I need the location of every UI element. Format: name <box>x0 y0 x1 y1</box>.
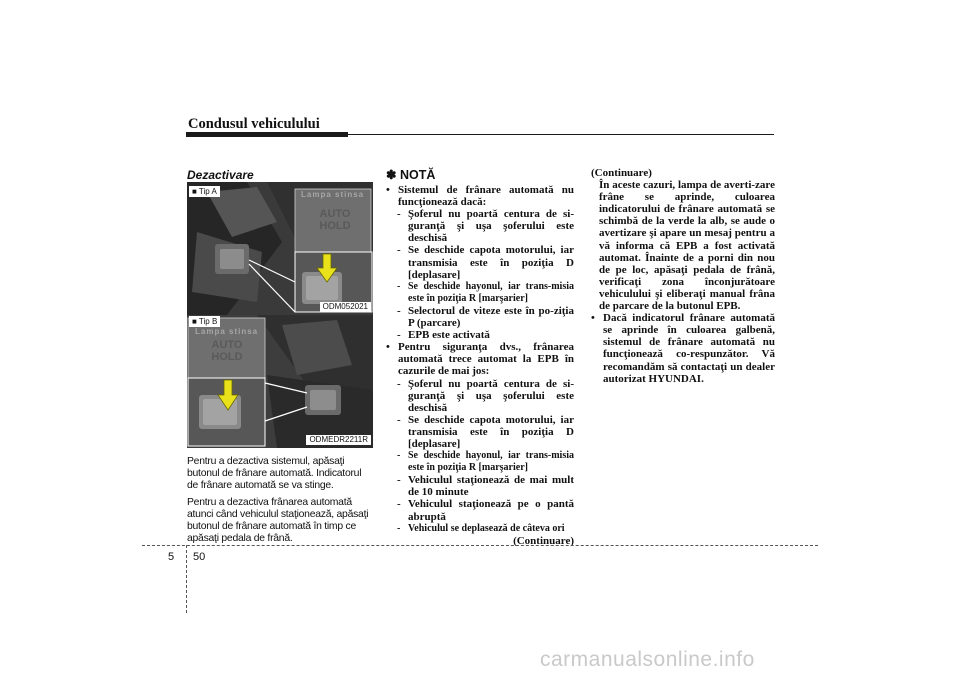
note-continued: (Continuare) <box>513 534 574 547</box>
right-continued-heading: (Continuare) <box>591 167 652 179</box>
photo-b-lamp-text-1: AUTO <box>211 339 243 351</box>
note-bullet-1: • Sistemul de frânare automată nu funcţionează dacă: <box>386 184 574 209</box>
photo-b-lamp-text-2: HOLD <box>211 351 243 363</box>
photo-b-lamp-caption: Lampa stinsa <box>195 327 259 336</box>
photo-tip-b <box>187 315 373 448</box>
right-bullet: • Dacă indicatorul frânare automată se aprinde în culoarea galbenă, sistemul de frânare automată nu funcţionează co-respunzător. Vă recomandăm să contactaţi un dealer autorizat HYUNDAI. <box>591 312 775 385</box>
note-list <box>386 184 574 547</box>
header-rule-thick <box>186 132 348 137</box>
photo-a-lamp-caption: Lampa stinsa <box>301 190 365 199</box>
photo-b-label: ■ Tip B <box>189 316 220 327</box>
console-photo-a <box>187 182 373 315</box>
note-bullet-1-item: - Şoferul nu poartă centura de si-guranţă şi uşa şoferului este deschisă <box>397 208 574 245</box>
right-paragraph: În aceste cazuri, lampa de averti-zare frâne se aprinde, culoarea indicatorului de frânare automată se schimbă de la verde la alb, se aude o avertizare şi apare un mesaj pentru a vă informa că EPB a fost activată automat. Înainte de a porni din nou de pe loc, apăsaţi pedala de frână, verificaţi zona înconjurătoare vehiculului şi eliberaţi manual frâna de parcare de la butonul EPB. <box>599 179 775 313</box>
note-bullet-2-item: - Se deschide hayonul, iar trans-misia este în poziţia R [marşarier] <box>397 450 574 474</box>
photo-a-lamp-text-1: AUTO <box>319 208 351 220</box>
note-bullet-1-item: - Se deschide hayonul, iar trans-misia este în poziţia R [marşarier] <box>397 280 574 304</box>
photo-a-code: ODM052021 <box>320 302 371 312</box>
note-bullet-2: • Pentru siguranţa dvs., frânarea automată trece automat la EPB în cazurile de mai jos: <box>386 341 574 378</box>
header-rule-thin <box>348 134 774 135</box>
photo-b-code: ODMEDR2211R <box>306 435 371 445</box>
page-header-title: Condusul vehiculului <box>188 116 320 132</box>
right-column <box>591 167 775 385</box>
note-bullet-2-item: - Vehiculul staţionează pe o pantă abruptă <box>397 498 574 523</box>
watermark-text: carmanualsonline.info <box>540 648 755 671</box>
footer-dashed-rule <box>142 545 818 546</box>
photo-a-label: ■ Tip A <box>189 186 220 197</box>
photo-a-lamp-text-2: HOLD <box>319 220 351 232</box>
page-section-number: 5 <box>168 551 175 563</box>
deactivate-paragraph-2: Pentru a dezactiva frânarea automată atunci când vehiculul staţionează, apăsaţi butonul de frânare automată în timp ce apăsaţi pedala de frână. <box>187 497 369 544</box>
footer-vertical-dashed-rule <box>186 545 187 613</box>
note-bullet-2-item: - Vehiculul se deplasează de câteva ori <box>397 522 565 534</box>
note-bullet-2-item: - Vehiculul staţionează de mai mult de 10 minute <box>397 474 574 499</box>
note-heading: ✽ NOTĂ <box>386 168 436 182</box>
note-bullet-2-item: - Şoferul nu poartă centura de si-guranţă şi uşa şoferului este deschisă <box>397 377 574 414</box>
note-bullet-1-item: - EPB este activată <box>397 329 490 342</box>
page-number: 50 <box>193 551 206 563</box>
note-bullet-1-item: - Selectorul de viteze este în po-ziţia P (parcare) <box>397 304 574 330</box>
deactivate-paragraph-1: Pentru a dezactiva sistemul, apăsaţi butonul de frânare automată. Indicatorul de frânare automată se va stinge. <box>187 456 362 491</box>
section-heading: Dezactivare <box>187 168 254 182</box>
note-bullet-1-item: - Se deschide capota motorului, iar transmisia este în poziţia D [deplasare] <box>397 244 574 281</box>
note-bullet-2-item: - Se deschide capota motorului, iar transmisia este în poziţia D [deplasare] <box>397 413 574 450</box>
photo-tip-a <box>187 182 373 315</box>
